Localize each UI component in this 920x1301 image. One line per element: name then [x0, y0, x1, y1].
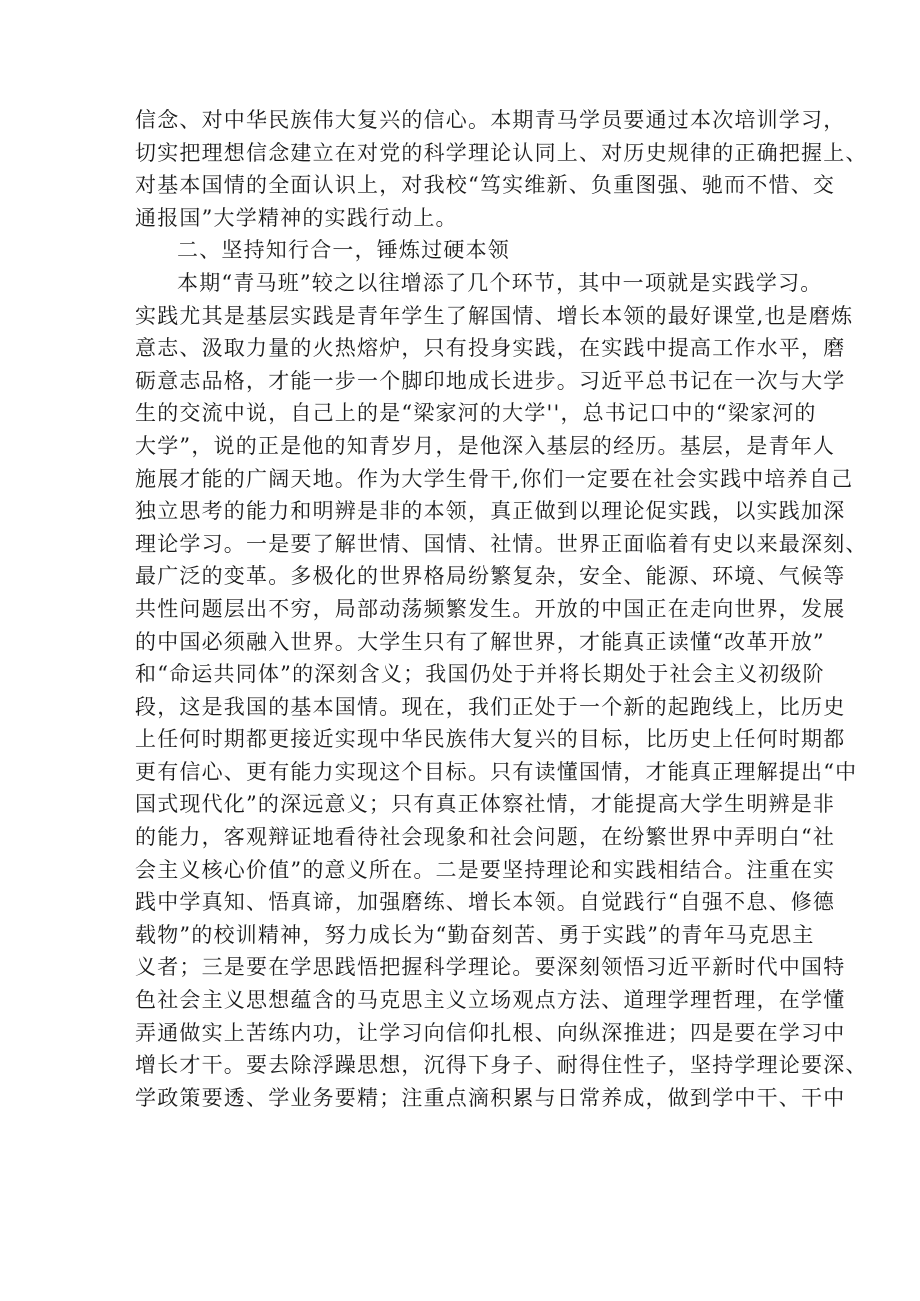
text-line: 大学”，说的正是他的知青岁月，是他深入基层的经历。基层，是青年人: [135, 433, 836, 458]
text-line: 学政策要透、学业务要精；注重点滴积累与日常养成，做到学中干、干中: [135, 1085, 846, 1110]
text-line: 信念、对中华民族伟大复兴的信心。本期青马学员要通过本次培训学习，: [135, 108, 846, 132]
text-line: 共性问题层出不穷，局部动荡频繁发生。开放的中国正在走向世界，发展: [135, 596, 846, 621]
text-line: 的能力，客观辩证地看待社会现象和社会问题，在纷繁世界中弄明白“社: [135, 825, 836, 850]
text-line: 上任何时期都更接近实现中华民族伟大复兴的目标，比历史上任何时期都: [135, 727, 846, 752]
text-line: 理论学习。一是要了解世情、国情、社情。世界正面临着有史以来最深刻、: [135, 531, 868, 556]
text-line: 践中学真知、悟真谛，加强磨练、增长本领。自觉践行“自强不息、修德: [135, 890, 836, 915]
text-line: 更有信心、更有能力实现这个目标。只有读懂国情，才能真正理解提出“中: [135, 759, 858, 784]
text-line: 色社会主义思想蕴含的马克思主义立场观点方法、道理学理哲理，在学懂: [135, 988, 846, 1013]
text-line: 弄通做实上苦练内功，让学习向信仰扎根、向纵深推进；四是要在学习中: [135, 1020, 846, 1045]
text-line: 增长才干。要去除浮躁思想，沉得下身子、耐得住性子，坚持学理论要深、: [135, 1053, 868, 1078]
text-line: 对基本国情的全面认识上，对我校“笃实维新、负重图强、驰而不惜、交: [135, 173, 836, 198]
text-line: 独立思考的能力和明辨是非的本领，真正做到以理论促实践，以实践加深: [135, 499, 846, 524]
text-line: 施展才能的广阔天地。作为大学生骨干,你们一定要在社会实践中培养自己: [135, 466, 854, 491]
text-line: 生的交流中说，自己上的是“梁家河的大学''，总书记口中的“梁家河的: [135, 401, 817, 426]
section-heading: 二、坚持知行合一，锤炼过硬本领: [177, 238, 510, 263]
text-line: 最广泛的变革。多极化的世界格局纷繁复杂，安全、能源、环境、气候等: [135, 564, 846, 589]
text-line: 义者；三是要在学思践悟把握科学理论。要深刻领悟习近平新时代中国特: [135, 955, 846, 980]
text-line: 和“命运共同体”的深刻含义；我国仍处于并将长期处于社会主义初级阶: [135, 662, 825, 687]
text-line: 的中国必须融入世界。大学生只有了解世界，才能真正读懂“改革开放”: [135, 629, 825, 654]
document-body: [135, 104, 868, 1114]
text-line: 会主义核心价值”的意义所在。二是要坚持理论和实践相结合。注重在实: [135, 857, 836, 882]
text-line: 通报国”大学精神的实践行动上。: [135, 205, 458, 230]
text-line: 切实把理想信念建立在对党的科学理论认同上、对历史规律的正确把握上、: [135, 140, 868, 165]
text-line: 砺意志品格，才能一步一个脚印地成长进步。习近平总书记在一次与大学: [135, 368, 846, 393]
text-line: 国式现代化”的深远意义；只有真正体察社情，才能提高大学生明辨是非: [135, 792, 836, 817]
text-line: 实践尤其是基层实践是青年学生了解国情、增长本领的最好课堂,也是磨炼: [135, 303, 854, 328]
text-line: 意志、汲取力量的火热熔炉，只有投身实践，在实践中提高工作水平，磨: [135, 336, 846, 361]
text-line: 载物”的校训精神，努力成长为“勤奋刻苦、勇于实践”的青年马克思主: [135, 922, 815, 947]
paragraph-first-line: 本期“青马班”较之以往增添了几个环节，其中一项就是实践学习。: [177, 270, 823, 295]
text-line: 段，这是我国的基本国情。现在，我们正处于一个新的起跑线上，比历史: [135, 694, 846, 719]
